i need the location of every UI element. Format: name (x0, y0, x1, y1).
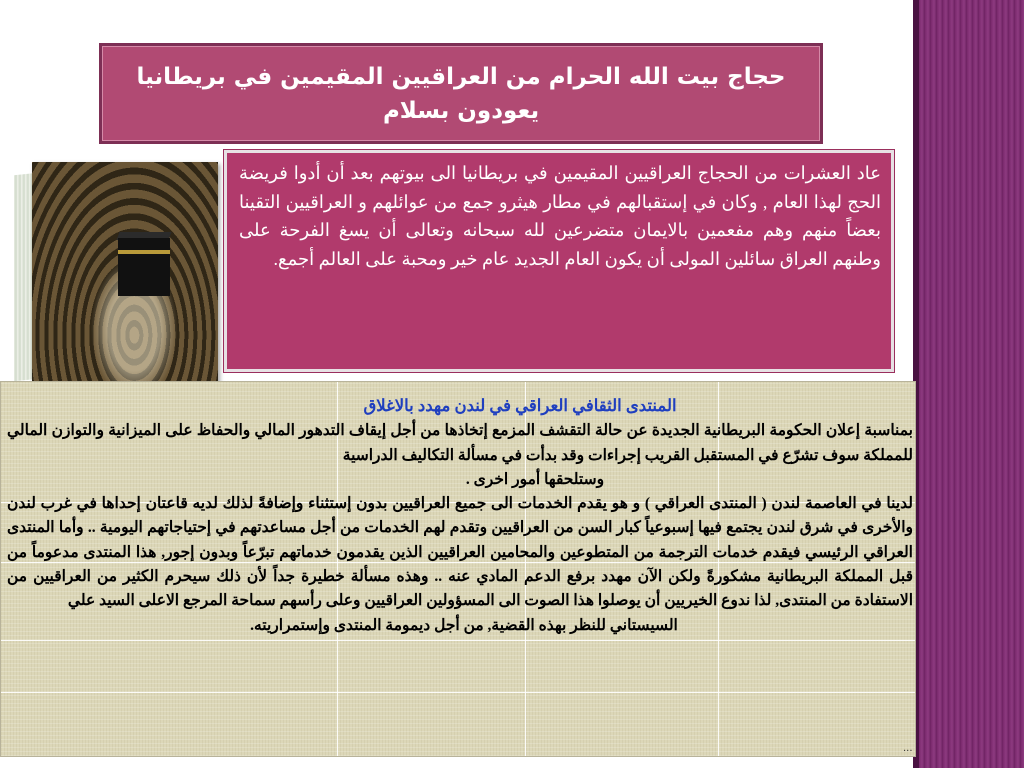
forum-notice-panel (0, 381, 916, 757)
notice-paragraph-1-end: وستلحقها أمور اخرى . (465, 470, 605, 488)
kaaba-photo (14, 156, 218, 388)
slide-title-line-2: يعودون بسلام (382, 97, 540, 124)
trailing-dots: ... (903, 743, 913, 754)
decorative-side-stripe (913, 0, 1024, 768)
notice-paragraph-1: بمناسبة إعلان الحكومة البريطانية الجديدة عن حالة التقشف المزمع إتخاذها من أجل إيقاف التدهور المالي والحفاظ على الميزانية والتوازن المالي للمملكة سوف تشرّع في المستقبل القريب إجراءات وقد بدأت في مسألة التكاليف الدراسية (7, 422, 913, 464)
hajj-article-text: عاد العشرات من الحجاج العراقيين المقيمين في بريطانيا الى بيوتهم بعد أن أدوا فريضة الحج لهذا العام , وكان في إستقبالهم في مطار هيثرو جمع من عوائلهم و العراقيين التقينا بعضاً منهم وهم مفعمين بالايمان متضرعين لله سبحانه وتعالى أن يسغ الفرحة على وطنهم العراق سائلين المولى أن يكون العام الجديد عام خير ومحبة على العالم أجمع. (224, 150, 894, 372)
notice-heading: المنتدى الثقافي العراقي في لندن مهدد بالاغلاق (363, 396, 677, 415)
notice-paragraph-2: لدينا في العاصمة لندن ( المنتدى العراقي ) و هو يقدم الخدمات الى جميع العراقيين بدون إستثناء وإضافةً لذلك لديه قاعتان إحداها في غرب لندن والأخرى في شرق لندن يجتمع فيها إسبوعياً كبار السن من العراقيين وتقدم لهم الخدمات من أجل مساعدتهم في إحتياجاتهم اليومية .. وأما المنتدى العراقي الرئيسي فيقدم خدمات الترجمة من المتطوعين والمحامين العراقيين الذين يقدمون خدماتهم تبرّعاً وبدون إجور, هذا المنتدى مدعوماً من قبل المملكة البريطانية مشكورةً ولكن الآن مهدد برفع الدعم المادي عنه .. وهذه مسألة خطيرة جداً لأن ذلك سيحرم الكثير من العراقيين من الاستفادة من المنتدى, لذا ندوع الخيريين أن يوصلوا هذا الصوت الى المسؤولين العراقيين وعلى رأسهم سماحة المرجع الاعلى السيد علي (7, 495, 913, 610)
slide-title-box (99, 43, 823, 144)
kaaba-shape (118, 238, 170, 296)
grid-line (1, 640, 915, 641)
notice-paragraph-2-end: السيستاني للنظر بهذه القضية, من أجل ديمومة المنتدى وإستمراريته. (250, 616, 678, 634)
notice-content (7, 394, 913, 638)
grid-line (1, 692, 915, 693)
slide-title-line-1: حجاج بيت الله الحرام من العراقيين المقيمين في بريطانيا (136, 63, 786, 90)
